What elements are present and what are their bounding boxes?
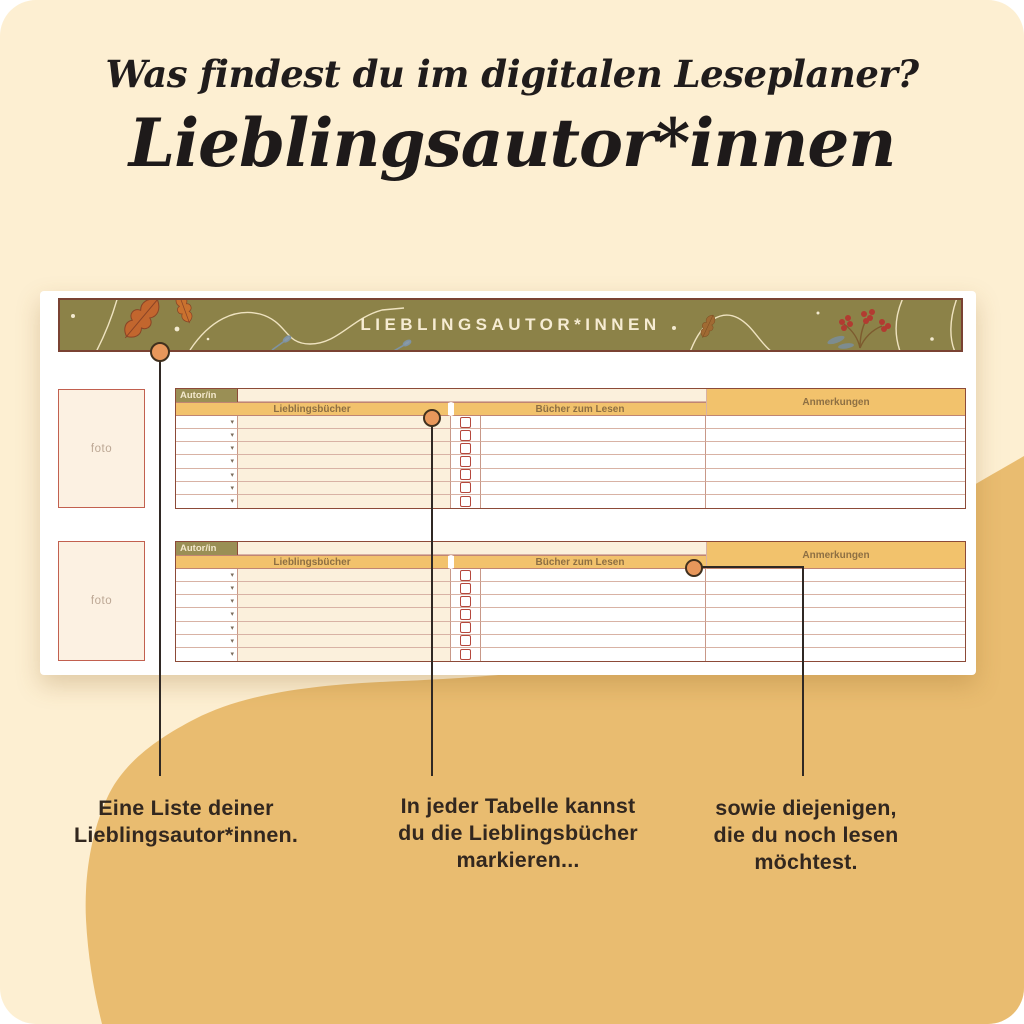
dropdown-arrow-icon: ▾ bbox=[230, 471, 234, 479]
to-read-book-cell[interactable] bbox=[481, 608, 706, 621]
dropdown-arrow-icon: ▾ bbox=[230, 432, 234, 440]
to-read-book-cell[interactable] bbox=[481, 429, 706, 442]
callout-dot-3 bbox=[685, 559, 703, 577]
checkbox-cell bbox=[451, 635, 481, 648]
banner-title: LIEBLINGSAUTOR*INNEN bbox=[360, 315, 661, 334]
checkbox-cell bbox=[451, 622, 481, 635]
read-checkbox[interactable] bbox=[460, 443, 471, 454]
author-dropdown[interactable] bbox=[176, 648, 238, 661]
planner-banner bbox=[58, 298, 963, 352]
dropdown-arrow-icon: ▾ bbox=[230, 445, 234, 453]
author-dropdown[interactable] bbox=[176, 482, 238, 495]
to-read-book-cell[interactable] bbox=[481, 622, 706, 635]
dropdown-arrow-icon: ▾ bbox=[230, 611, 234, 619]
favorite-book-cell[interactable] bbox=[238, 469, 451, 482]
author-header-cell: Autor/in bbox=[176, 542, 238, 555]
checkbox-cell bbox=[451, 429, 481, 442]
dropdown-arrow-icon: ▾ bbox=[230, 598, 234, 606]
favorite-book-cell[interactable] bbox=[238, 582, 451, 595]
author-dropdown[interactable] bbox=[176, 429, 238, 442]
author-dropdown[interactable] bbox=[176, 469, 238, 482]
to-read-book-cell[interactable] bbox=[481, 469, 706, 482]
favorite-book-cell[interactable] bbox=[238, 482, 451, 495]
dropdown-arrow-icon: ▾ bbox=[230, 484, 234, 492]
read-checkbox[interactable] bbox=[460, 635, 471, 646]
dropdown-arrow-icon: ▾ bbox=[230, 419, 234, 427]
favorite-book-cell[interactable] bbox=[238, 429, 451, 442]
read-checkbox[interactable] bbox=[460, 649, 471, 660]
checkbox-cell bbox=[451, 608, 481, 621]
checkbox-cell bbox=[451, 648, 481, 661]
notes-cell[interactable] bbox=[706, 648, 965, 661]
toread-column-header: Bücher zum Lesen bbox=[451, 402, 706, 416]
read-checkbox[interactable] bbox=[460, 430, 471, 441]
author-dropdown[interactable] bbox=[176, 622, 238, 635]
notes-column-header: Anmerkungen bbox=[706, 389, 965, 416]
callout-text-line: markieren... bbox=[456, 848, 580, 872]
favorites-column-header: Lieblingsbücher bbox=[176, 402, 451, 416]
page-title: Lieblingsautor*innen bbox=[128, 104, 896, 182]
to-read-book-cell[interactable] bbox=[481, 648, 706, 661]
to-read-book-cell[interactable] bbox=[481, 495, 706, 508]
author-dropdown[interactable] bbox=[176, 582, 238, 595]
to-read-book-cell[interactable] bbox=[481, 595, 706, 608]
callout-text-1 bbox=[55, 795, 317, 849]
author-dropdown[interactable] bbox=[176, 635, 238, 648]
to-read-book-cell[interactable] bbox=[481, 482, 706, 495]
read-checkbox[interactable] bbox=[460, 622, 471, 633]
read-checkbox[interactable] bbox=[460, 570, 471, 581]
notes-cell[interactable] bbox=[706, 482, 965, 495]
read-checkbox[interactable] bbox=[460, 583, 471, 594]
callout-text-line: die du noch lesen bbox=[713, 823, 899, 847]
photo-placeholder[interactable] bbox=[58, 541, 145, 661]
author-dropdown[interactable] bbox=[176, 595, 238, 608]
favorite-book-cell[interactable] bbox=[238, 569, 451, 582]
dropdown-arrow-icon: ▾ bbox=[230, 624, 234, 632]
callout-line-2 bbox=[431, 426, 433, 776]
author-dropdown[interactable] bbox=[176, 442, 238, 455]
favorites-column-header: Lieblingsbücher bbox=[176, 555, 451, 569]
notes-cell[interactable] bbox=[706, 429, 965, 442]
checkbox-cell bbox=[451, 416, 481, 429]
notes-cell[interactable] bbox=[706, 495, 965, 508]
author-header-cell: Autor/in bbox=[176, 389, 238, 402]
notes-cell[interactable] bbox=[706, 622, 965, 635]
favorite-book-cell[interactable] bbox=[238, 416, 451, 429]
favorite-book-cell[interactable] bbox=[238, 648, 451, 661]
author-table-1 bbox=[175, 388, 966, 509]
callout-text-line: In jeder Tabelle kannst bbox=[400, 794, 636, 818]
author-dropdown[interactable] bbox=[176, 608, 238, 621]
read-checkbox[interactable] bbox=[460, 496, 471, 507]
notes-cell[interactable] bbox=[706, 608, 965, 621]
favorite-book-cell[interactable] bbox=[238, 495, 451, 508]
photo-label: foto bbox=[90, 442, 113, 455]
to-read-book-cell[interactable] bbox=[481, 635, 706, 648]
notes-cell[interactable] bbox=[706, 569, 965, 582]
planner-screenshot bbox=[40, 291, 976, 675]
callout-text-3 bbox=[688, 795, 924, 876]
author-table-2 bbox=[175, 541, 966, 662]
photo-label: foto bbox=[90, 595, 113, 607]
favorite-book-cell[interactable] bbox=[238, 635, 451, 648]
callout-text-line: Eine Liste deiner bbox=[98, 796, 274, 820]
to-read-book-cell[interactable] bbox=[481, 455, 706, 468]
read-checkbox[interactable] bbox=[460, 417, 471, 428]
notes-cell[interactable] bbox=[706, 455, 965, 468]
checkbox-cell bbox=[451, 469, 481, 482]
favorite-book-cell[interactable] bbox=[238, 622, 451, 635]
notes-cell[interactable] bbox=[706, 469, 965, 482]
checkbox-cell bbox=[451, 595, 481, 608]
checkbox-cell bbox=[451, 455, 481, 468]
checkbox-cell bbox=[451, 569, 481, 582]
callout-text-2 bbox=[382, 793, 654, 874]
callout-line-1 bbox=[159, 361, 161, 776]
read-checkbox[interactable] bbox=[460, 469, 471, 480]
to-read-book-cell[interactable] bbox=[481, 569, 706, 582]
notes-cell[interactable] bbox=[706, 635, 965, 648]
favorite-book-cell[interactable] bbox=[238, 455, 451, 468]
dropdown-arrow-icon: ▾ bbox=[230, 572, 234, 580]
to-read-book-cell[interactable] bbox=[481, 442, 706, 455]
author-dropdown[interactable] bbox=[176, 455, 238, 468]
to-read-book-cell[interactable] bbox=[481, 416, 706, 429]
dropdown-arrow-icon: ▾ bbox=[230, 498, 234, 506]
photo-placeholder[interactable] bbox=[58, 389, 145, 508]
callout-line-3-vertical bbox=[802, 566, 804, 776]
callout-text-line: Lieblingsautor*innen. bbox=[74, 823, 298, 847]
dropdown-arrow-icon: ▾ bbox=[230, 651, 234, 659]
to-read-book-cell[interactable] bbox=[481, 582, 706, 595]
notes-column-header: Anmerkungen bbox=[706, 542, 965, 569]
page-subtitle: Was findest du im digitalen Leseplaner? bbox=[105, 52, 919, 96]
author-dropdown[interactable] bbox=[176, 416, 238, 429]
checkbox-cell bbox=[451, 582, 481, 595]
author-dropdown[interactable] bbox=[176, 569, 238, 582]
dropdown-arrow-icon: ▾ bbox=[230, 585, 234, 593]
read-checkbox[interactable] bbox=[460, 456, 471, 467]
favorite-book-cell[interactable] bbox=[238, 595, 451, 608]
callout-text-line: du die Lieblingsbücher bbox=[398, 821, 638, 845]
callout-text-line: möchtest. bbox=[754, 850, 858, 874]
dropdown-arrow-icon: ▾ bbox=[230, 637, 234, 645]
notes-cell[interactable] bbox=[706, 582, 965, 595]
read-checkbox[interactable] bbox=[460, 609, 471, 620]
toread-column-header: Bücher zum Lesen bbox=[451, 555, 706, 569]
callout-dot-1 bbox=[150, 342, 170, 362]
callout-text-line: sowie diejenigen, bbox=[715, 796, 897, 820]
author-name-cell[interactable] bbox=[238, 542, 706, 555]
favorite-book-cell[interactable] bbox=[238, 608, 451, 621]
notes-cell[interactable] bbox=[706, 416, 965, 429]
notes-cell[interactable] bbox=[706, 442, 965, 455]
notes-cell[interactable] bbox=[706, 595, 965, 608]
checkbox-cell bbox=[451, 482, 481, 495]
author-name-cell[interactable] bbox=[238, 389, 706, 402]
checkbox-cell bbox=[451, 442, 481, 455]
author-dropdown[interactable] bbox=[176, 495, 238, 508]
favorite-book-cell[interactable] bbox=[238, 442, 451, 455]
checkbox-cell bbox=[451, 495, 481, 508]
read-checkbox[interactable] bbox=[460, 482, 471, 493]
read-checkbox[interactable] bbox=[460, 596, 471, 607]
dropdown-arrow-icon: ▾ bbox=[230, 458, 234, 466]
callout-dot-2 bbox=[423, 409, 441, 427]
callout-line-3-horizontal bbox=[702, 566, 804, 568]
